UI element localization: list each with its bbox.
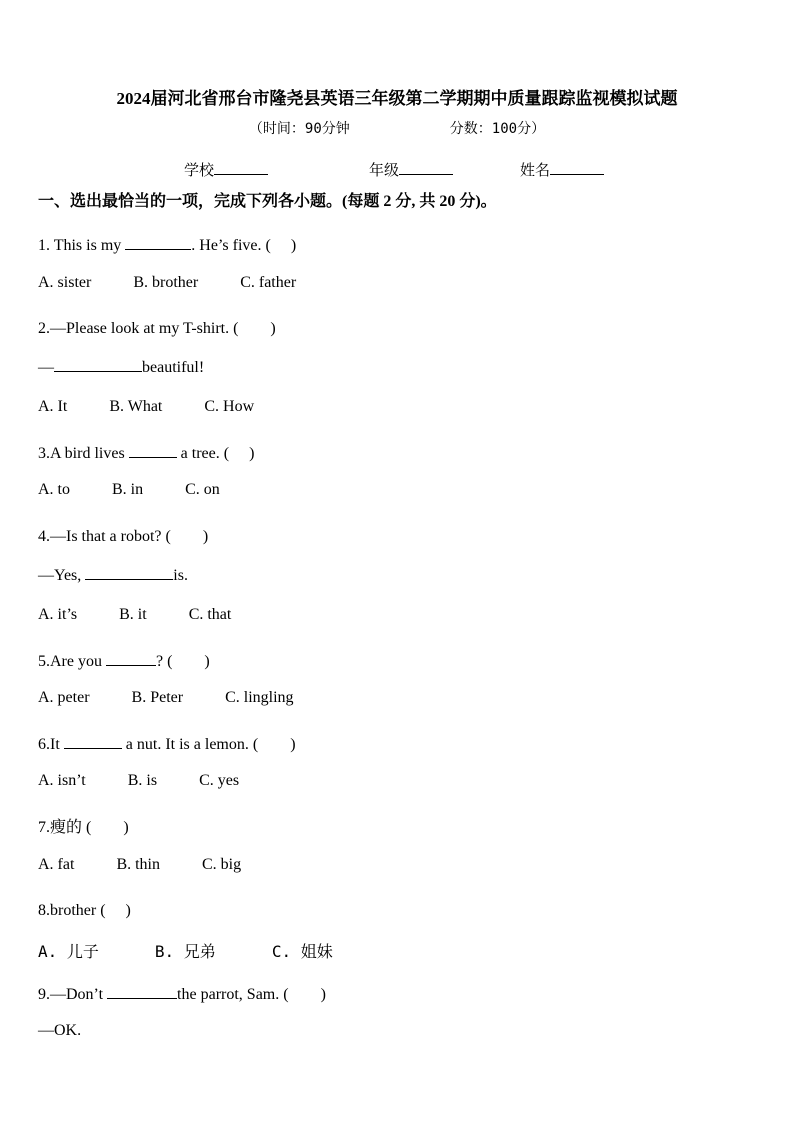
option-b[interactable]: B. it	[119, 606, 147, 623]
question-2-blank[interactable]	[54, 357, 142, 372]
exam-time: （时间：90分钟	[248, 121, 350, 137]
option-c[interactable]: C. father	[240, 274, 297, 291]
option-c[interactable]: C. 姐妹	[271, 942, 333, 961]
question-4-answer-prefix: —Yes,	[38, 567, 86, 584]
question-9-text: 9.—Don’t	[38, 986, 108, 1003]
option-c[interactable]: C. on	[185, 481, 220, 498]
question-6-text: 6.It	[38, 736, 64, 753]
question-5	[38, 648, 210, 671]
option-a[interactable]: A. sister	[38, 274, 92, 291]
option-b[interactable]: B. thin	[116, 856, 160, 873]
name-blank[interactable]	[550, 160, 604, 175]
option-b[interactable]: B. 兄弟	[154, 942, 216, 961]
question-2-answer-line	[38, 357, 204, 377]
question-1	[38, 232, 296, 255]
option-a[interactable]: A. It	[38, 398, 68, 415]
option-a[interactable]: A. peter	[38, 689, 90, 706]
option-b[interactable]: B. brother	[133, 274, 199, 291]
question-6-options	[38, 772, 239, 790]
question-3	[38, 440, 254, 463]
grade-blank[interactable]	[399, 160, 453, 175]
question-6	[38, 731, 296, 754]
question-1-text-end: . He’s five. ( )	[191, 237, 297, 254]
school-blank[interactable]	[214, 160, 268, 175]
name-label: 姓名	[520, 163, 551, 179]
question-3-text: 3.A bird lives	[38, 445, 129, 462]
question-4-options	[38, 606, 231, 624]
option-a[interactable]: A. 儿子	[38, 942, 99, 961]
question-6-text-end: a nut. It is a lemon. ( )	[121, 736, 296, 753]
question-4-blank[interactable]	[85, 565, 173, 580]
question-5-text-end: ? ( )	[155, 653, 210, 670]
option-b[interactable]: B. is	[127, 772, 158, 789]
question-5-text: 5.Are you	[38, 653, 106, 670]
question-2: 2.—Please look at my T-shirt. ( )	[38, 320, 276, 337]
question-5-blank[interactable]	[106, 651, 156, 666]
grade-field	[369, 159, 453, 180]
question-1-options	[38, 274, 296, 292]
option-b[interactable]: B. in	[112, 481, 144, 498]
question-1-text: 1. This is my	[38, 237, 126, 254]
option-a[interactable]: A. isn’t	[38, 772, 86, 789]
grade-label: 年级	[369, 163, 400, 179]
option-b[interactable]: B. What	[109, 398, 163, 415]
exam-score: 分数：100分）	[449, 121, 546, 137]
question-8: 8.brother ( )	[38, 902, 131, 919]
option-c[interactable]: C. that	[188, 606, 232, 623]
option-c[interactable]: C. lingling	[225, 689, 294, 706]
question-9-answer-line: —OK.	[38, 1022, 82, 1039]
question-2-answer-text: beautiful!	[142, 359, 205, 376]
question-8-options	[38, 939, 333, 962]
dash: —	[38, 359, 54, 376]
option-a[interactable]: A. it’s	[38, 606, 78, 623]
school-label: 学校	[184, 163, 215, 179]
question-9	[38, 981, 326, 1004]
option-a[interactable]: A. to	[38, 481, 70, 498]
question-7: 7.瘦的 ( )	[38, 819, 129, 836]
question-6-blank[interactable]	[64, 734, 122, 749]
option-b[interactable]: B. Peter	[131, 689, 184, 706]
question-3-options	[38, 481, 220, 499]
question-3-blank[interactable]	[129, 443, 177, 458]
option-c[interactable]: C. big	[202, 856, 242, 873]
option-c[interactable]: C. yes	[199, 772, 240, 789]
exam-subtitle	[0, 118, 794, 138]
exam-title: 2024届河北省邢台市隆尧县英语三年级第二学期期中质量跟踪监视模拟试题	[116, 89, 678, 108]
question-4-answer-line	[38, 565, 188, 585]
question-9-text-end: the parrot, Sam. ( )	[177, 986, 326, 1003]
question-4-answer-text: is.	[173, 567, 188, 584]
option-a[interactable]: A. fat	[38, 856, 75, 873]
question-2-options	[38, 398, 254, 416]
question-3-text-end: a tree. ( )	[176, 445, 255, 462]
school-field	[184, 159, 268, 180]
question-9-blank[interactable]	[107, 984, 177, 999]
question-4: 4.—Is that a robot? ( )	[38, 528, 209, 545]
question-5-options	[38, 689, 294, 707]
option-c[interactable]: C. How	[204, 398, 255, 415]
section-heading: 一、选出最恰当的一项，完成下列各小题。(每题 2 分, 共 20 分)。	[38, 193, 497, 210]
name-field	[520, 159, 604, 180]
question-7-options	[38, 856, 241, 874]
question-1-blank[interactable]	[125, 235, 191, 250]
